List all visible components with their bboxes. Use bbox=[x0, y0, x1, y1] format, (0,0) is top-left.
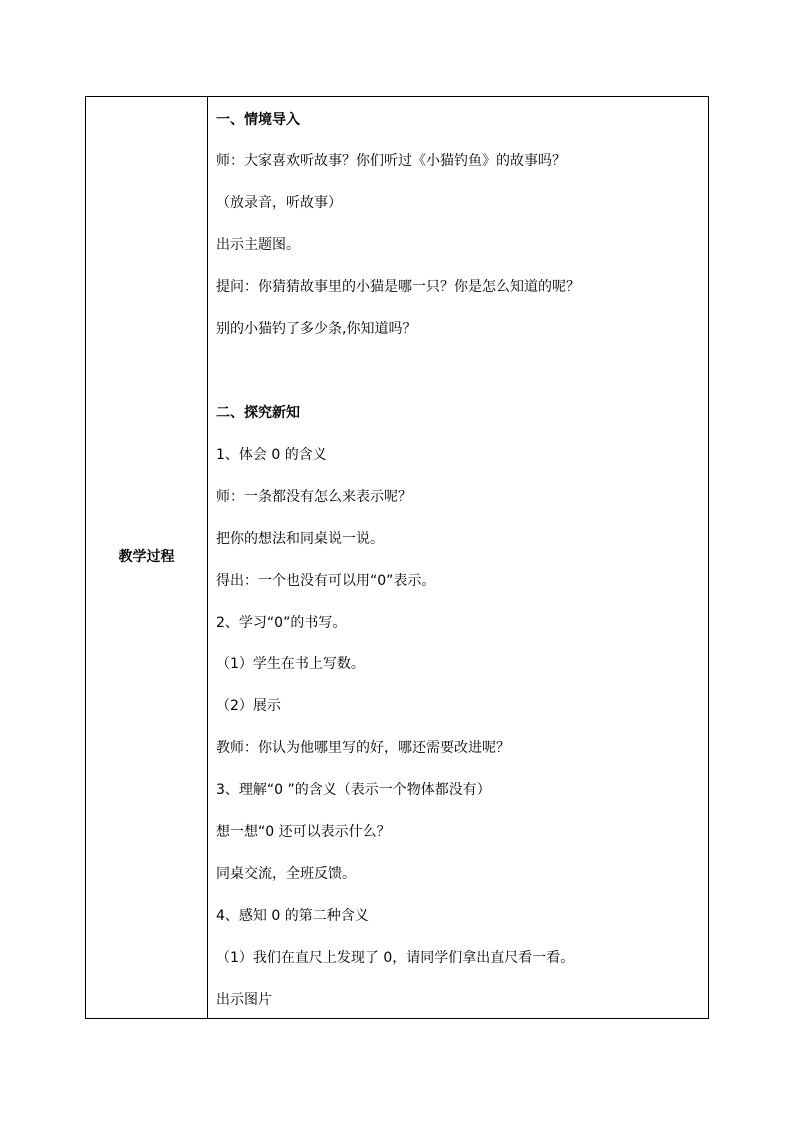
row-content-cell bbox=[208, 97, 708, 1018]
content-line: 把你的想法和同桌说一说。 bbox=[216, 531, 384, 547]
content-line: 师：大家喜欢听故事？你们听过《小猫钓鱼》的故事吗？ bbox=[216, 153, 566, 169]
content-line: 师：一条都没有怎么来表示呢？ bbox=[216, 489, 412, 505]
content-line: 1、体会 0 的含义 bbox=[216, 447, 327, 463]
content-line: 出示主题图。 bbox=[216, 237, 300, 253]
section-heading-intro: 一、情境导入 bbox=[216, 112, 300, 128]
content-line: （1）我们在直尺上发现了 0，请同学们拿出直尺看一看。 bbox=[216, 950, 575, 966]
content-line: （放录音，听故事） bbox=[216, 195, 342, 211]
content-line: 教师：你认为他哪里写的好，哪还需要改进呢？ bbox=[216, 740, 510, 756]
content-line: 同桌交流，全班反馈。 bbox=[216, 866, 356, 882]
content-line: 3、理解“0 ”的含义（表示一个物体都没有） bbox=[216, 782, 491, 798]
row-label: 教学过程 bbox=[118, 549, 175, 565]
section-heading-explore: 二、探究新知 bbox=[216, 405, 300, 421]
content-line: 想一想“0 还可以表示什么？ bbox=[216, 824, 391, 840]
lesson-table bbox=[85, 96, 709, 1019]
content-line: 2、学习“0”的书写。 bbox=[216, 615, 347, 631]
content-line: 4、感知 0 的第二种含义 bbox=[216, 908, 369, 924]
content-line: 得出：一个也没有可以用“0”表示。 bbox=[216, 573, 436, 589]
content-line: 出示图片 bbox=[216, 992, 272, 1008]
content-line: （1）学生在书上写数。 bbox=[216, 656, 365, 672]
row-label-cell bbox=[86, 97, 208, 1018]
content-line: 别的小猫钓了多少条,你知道吗？ bbox=[216, 321, 417, 337]
content-line: （2）展示 bbox=[216, 698, 281, 714]
content-line: 提问：你猜猜故事里的小猫是哪一只？你是怎么知道的呢？ bbox=[216, 279, 580, 295]
